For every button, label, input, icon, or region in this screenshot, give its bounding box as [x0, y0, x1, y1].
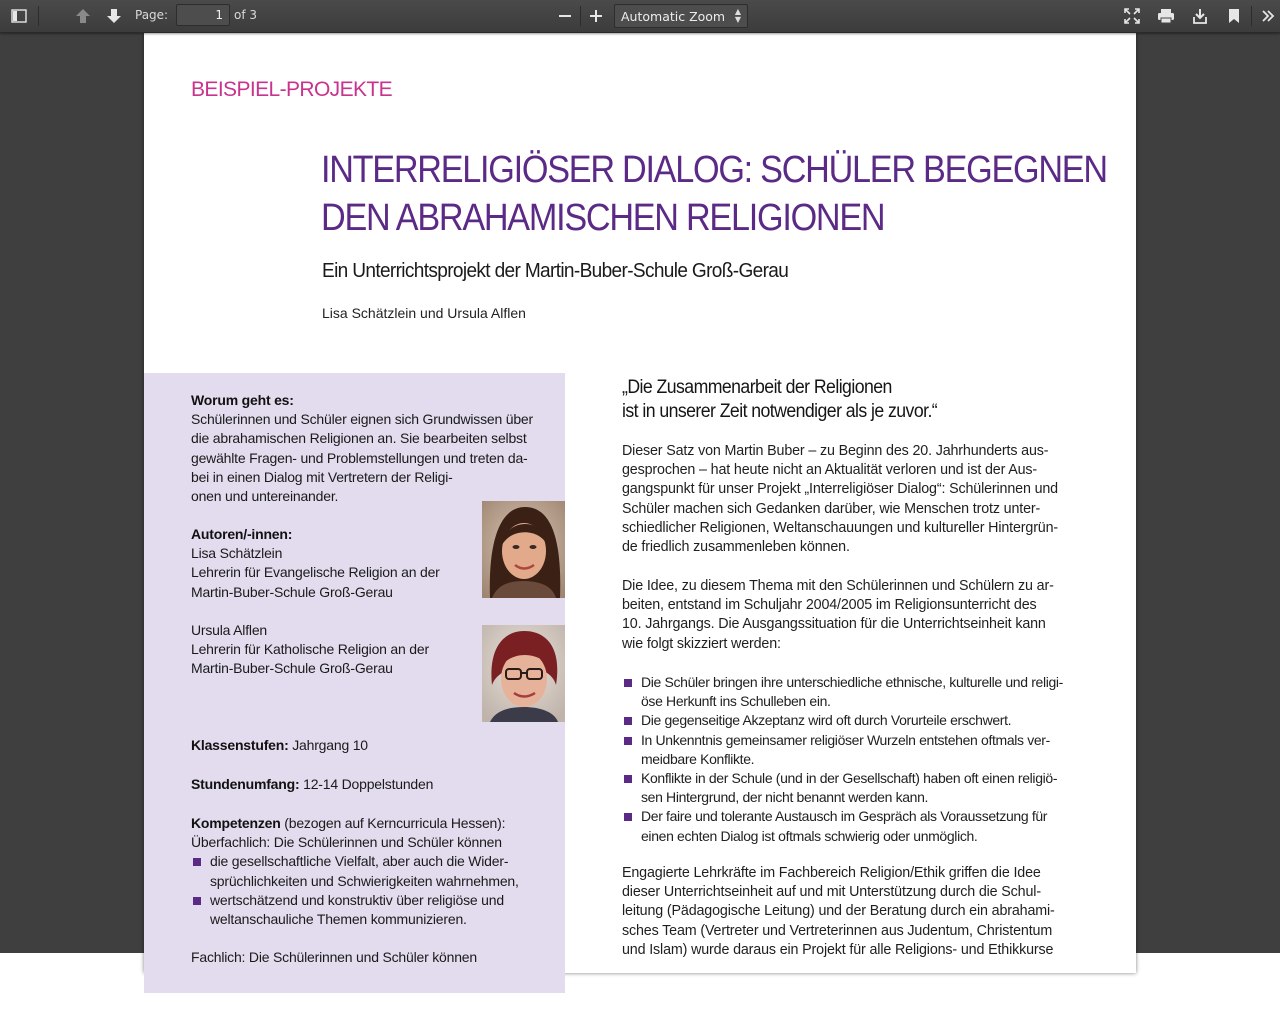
text-line: Schülerinnen und Schüler eignen sich Grundwissen über	[191, 411, 533, 428]
worum-heading: Worum geht es:	[191, 392, 294, 408]
bookmark-button[interactable]	[1221, 4, 1247, 28]
bullet-square-icon	[624, 717, 632, 725]
zoom-select-value: Automatic Zoom	[621, 9, 726, 24]
bullet-square-icon	[193, 897, 201, 905]
page-subtitle: Ein Unterrichtsprojekt der Martin-Buber-Schule Groß-Gerau	[322, 259, 789, 282]
print-icon	[1157, 8, 1175, 24]
paragraph	[622, 442, 1089, 557]
text-line: gewählte Fragen- und Problemstellungen und treten da-	[191, 449, 528, 466]
list-item	[622, 731, 1089, 769]
text-line: Die gegenseitige Akzeptanz wird oft durch Vorurteile erschwert.	[641, 712, 1012, 729]
text-line: bei in einen Dialog mit Vertretern der Religi-	[191, 468, 453, 485]
bullet-square-icon	[624, 813, 632, 821]
double-chevron-right-icon	[1261, 9, 1275, 23]
list-item	[622, 769, 1089, 807]
download-button[interactable]	[1187, 4, 1213, 28]
bullet-square-icon	[624, 737, 632, 745]
kompetenzen-label: Kompetenzen	[191, 815, 281, 831]
klassenstufen-value: Jahrgang 10	[288, 737, 368, 753]
bullet-square-icon	[624, 775, 632, 783]
pull-quote	[622, 376, 937, 424]
text-line: Lehrerin für Evangelische Religion an der	[191, 564, 440, 581]
text-line: Der faire und tolerante Austausch im Gespräch als Voraussetzung für	[641, 808, 1048, 825]
kompetenzen-note: (bezogen auf Kerncurricula Hessen):	[280, 815, 506, 831]
pdf-toolbar	[0, 0, 1280, 33]
text-line: Ursula Alflen	[191, 622, 267, 638]
info-box	[144, 373, 565, 993]
text-line: meidbare Konflikte.	[641, 750, 755, 767]
authors-line: Lisa Schätzlein und Ursula Alflen	[322, 305, 526, 321]
text-line: gesprochen – hat heute nicht an Aktualität verloren und ist der Aus-	[622, 462, 1038, 479]
text-line: In Unkenntnis gemeinsamer religiöser Wurzeln entstehen oftmals ver-	[641, 731, 1050, 748]
stundenumfang-line	[191, 775, 433, 794]
page-label: Page:	[135, 8, 169, 22]
paragraph	[622, 577, 1089, 654]
stundenumfang-label: Stundenumfang:	[191, 776, 300, 792]
text-line: die gesellschaftliche Vielfalt, aber auch die Wider-	[210, 853, 509, 870]
text-line: Konflikte in der Schule (und in der Gesellschaft) haben oft einen religiö-	[641, 770, 1058, 787]
text-line: leitung (Pädagogische Leitung) und der Beratung durch ein abrahami-	[622, 903, 1055, 920]
text-line: gangspunkt für unser Projekt „Interreligiöser Dialog“: Schülerinnen und	[622, 481, 1058, 498]
title-line: DEN ABRAHAMISCHEN RELIGIONEN	[321, 197, 885, 239]
download-icon	[1192, 8, 1208, 24]
text-line: weltanschauliche Themen kommunizieren.	[210, 911, 467, 928]
bullet-list	[622, 673, 1089, 846]
text-line: beiten, entstand im Schuljahr 2004/2005 im Religionsunterricht des	[622, 597, 1037, 614]
page-total-label: of 3	[234, 8, 258, 22]
list-item	[622, 807, 1089, 845]
text-line: Lisa Schätzlein	[191, 545, 283, 562]
paragraph	[622, 864, 1089, 960]
text-line: Schüler machen sich Gedanken darüber, wie Menschen trotz unter-	[622, 500, 1041, 517]
sidebar-toggle-icon	[11, 9, 27, 23]
text-line: und Islam) wurde daraus ein Projekt für alle Religions- und Ethikkurse	[622, 941, 1054, 958]
page-title	[321, 146, 1107, 242]
author2-section	[191, 621, 429, 679]
toolbar-separator	[1251, 6, 1252, 26]
list-item	[191, 852, 551, 890]
text-line: sprüchlichkeiten und Schwierigkeiten wahrnehmen,	[210, 872, 519, 889]
text-line: dieser Unterrichtseinheit auf und mit Unterstützung durch die Schul-	[622, 884, 1041, 901]
bullet-square-icon	[193, 858, 201, 866]
text-line: Überfachlich: Die Schülerinnen und Schüler können	[191, 834, 502, 851]
select-arrows-icon: ▲ ▼	[734, 7, 741, 24]
text-line: sches Team (Vertreter und Vertreterinnen aus Judentum, Christentum	[622, 922, 1053, 939]
author-photo-lisa	[482, 501, 565, 598]
text-line: Dieser Satz von Martin Buber – zu Beginn des 20. Jahrhunderts aus-	[622, 443, 1049, 459]
zoom-in-button[interactable]	[583, 4, 609, 28]
text-line: wie folgt skizziert werden:	[622, 635, 781, 652]
text-line: Engagierte Lehrkräfte im Fachbereich Religion/Ethik griffen die Idee	[622, 865, 1041, 881]
tools-button[interactable]	[1258, 4, 1278, 28]
quote-line: „Die Zusammenarbeit der Religionen	[622, 377, 892, 398]
pdf-page	[144, 33, 1136, 973]
text-line: schiedlicher Religionen, Weltanschauungen und kultureller Hintergrün-	[622, 519, 1059, 536]
fullscreen-icon	[1124, 8, 1140, 24]
previous-page-button[interactable]	[70, 4, 96, 28]
minus-icon	[558, 9, 572, 23]
klassenstufen-label: Klassenstufen:	[191, 737, 289, 753]
bullet-square-icon	[624, 679, 632, 687]
print-button[interactable]	[1153, 4, 1179, 28]
presentation-mode-button[interactable]	[1119, 4, 1145, 28]
kompetenzen-heading	[191, 814, 551, 833]
text-line: öse Herkunft ins Schulleben ein.	[641, 693, 831, 710]
arrow-up-icon	[75, 8, 91, 24]
text-line: Fachlich: Die Schülerinnen und Schüler können	[191, 949, 477, 966]
toolbar-separator	[38, 6, 39, 26]
next-page-button[interactable]	[101, 4, 127, 28]
text-line: die abrahamischen Religionen an. Sie bearbeiten selbst	[191, 430, 527, 447]
zoom-out-button[interactable]	[552, 4, 578, 28]
stundenumfang-value: 12-14 Doppelstunden	[299, 776, 434, 792]
text-line: de friedlich zusammenleben können.	[622, 539, 850, 556]
text-line: 10. Jahrgangs. Die Ausgangssituation für die Unterrichtseinheit kann	[622, 616, 1046, 633]
title-line: INTERRELIGIÖSER DIALOG: SCHÜLER BEGEGNEN	[321, 149, 1107, 191]
author-photo-ursula	[482, 625, 565, 722]
autoren-heading: Autoren/-innen:	[191, 526, 293, 542]
zoom-select[interactable]	[614, 4, 748, 28]
page-number-input[interactable]	[176, 4, 230, 26]
worum-section	[191, 391, 533, 506]
text-line: einen echten Dialog ist oftmals schwierig oder unmöglich.	[641, 827, 978, 844]
sidebar-toggle-button[interactable]	[6, 4, 32, 28]
list-item	[622, 673, 1089, 711]
bookmark-icon	[1228, 8, 1240, 24]
toolbar-separator	[580, 6, 581, 26]
text-line: onen und untereinander.	[191, 488, 339, 505]
kompetenzen-section	[191, 814, 551, 967]
klassenstufen-line	[191, 736, 368, 755]
text-line: Martin-Buber-Schule Groß-Gerau	[191, 583, 393, 600]
section-label: BEISPIEL-PROJEKTE	[191, 78, 393, 101]
quote-line: ist in unserer Zeit notwendiger als je zuvor.“	[622, 401, 938, 422]
text-line: Lehrerin für Katholische Religion an der	[191, 641, 429, 658]
arrow-down-icon	[106, 8, 122, 24]
text-line: Martin-Buber-Schule Groß-Gerau	[191, 660, 393, 677]
text-line: Die Schüler bringen ihre unterschiedliche ethnische, kulturelle und religi-	[641, 674, 1063, 690]
plus-icon	[589, 9, 603, 23]
list-item	[622, 711, 1089, 730]
text-line: Die Idee, zu diesem Thema mit den Schülerinnen und Schülern zu ar-	[622, 578, 1054, 594]
text-line: sen Hintergrund, der nicht benannt werden kann.	[641, 789, 929, 806]
list-item	[191, 891, 551, 929]
text-line: wertschätzend und konstruktiv über religiöse und	[210, 891, 504, 908]
autoren-section	[191, 525, 440, 602]
